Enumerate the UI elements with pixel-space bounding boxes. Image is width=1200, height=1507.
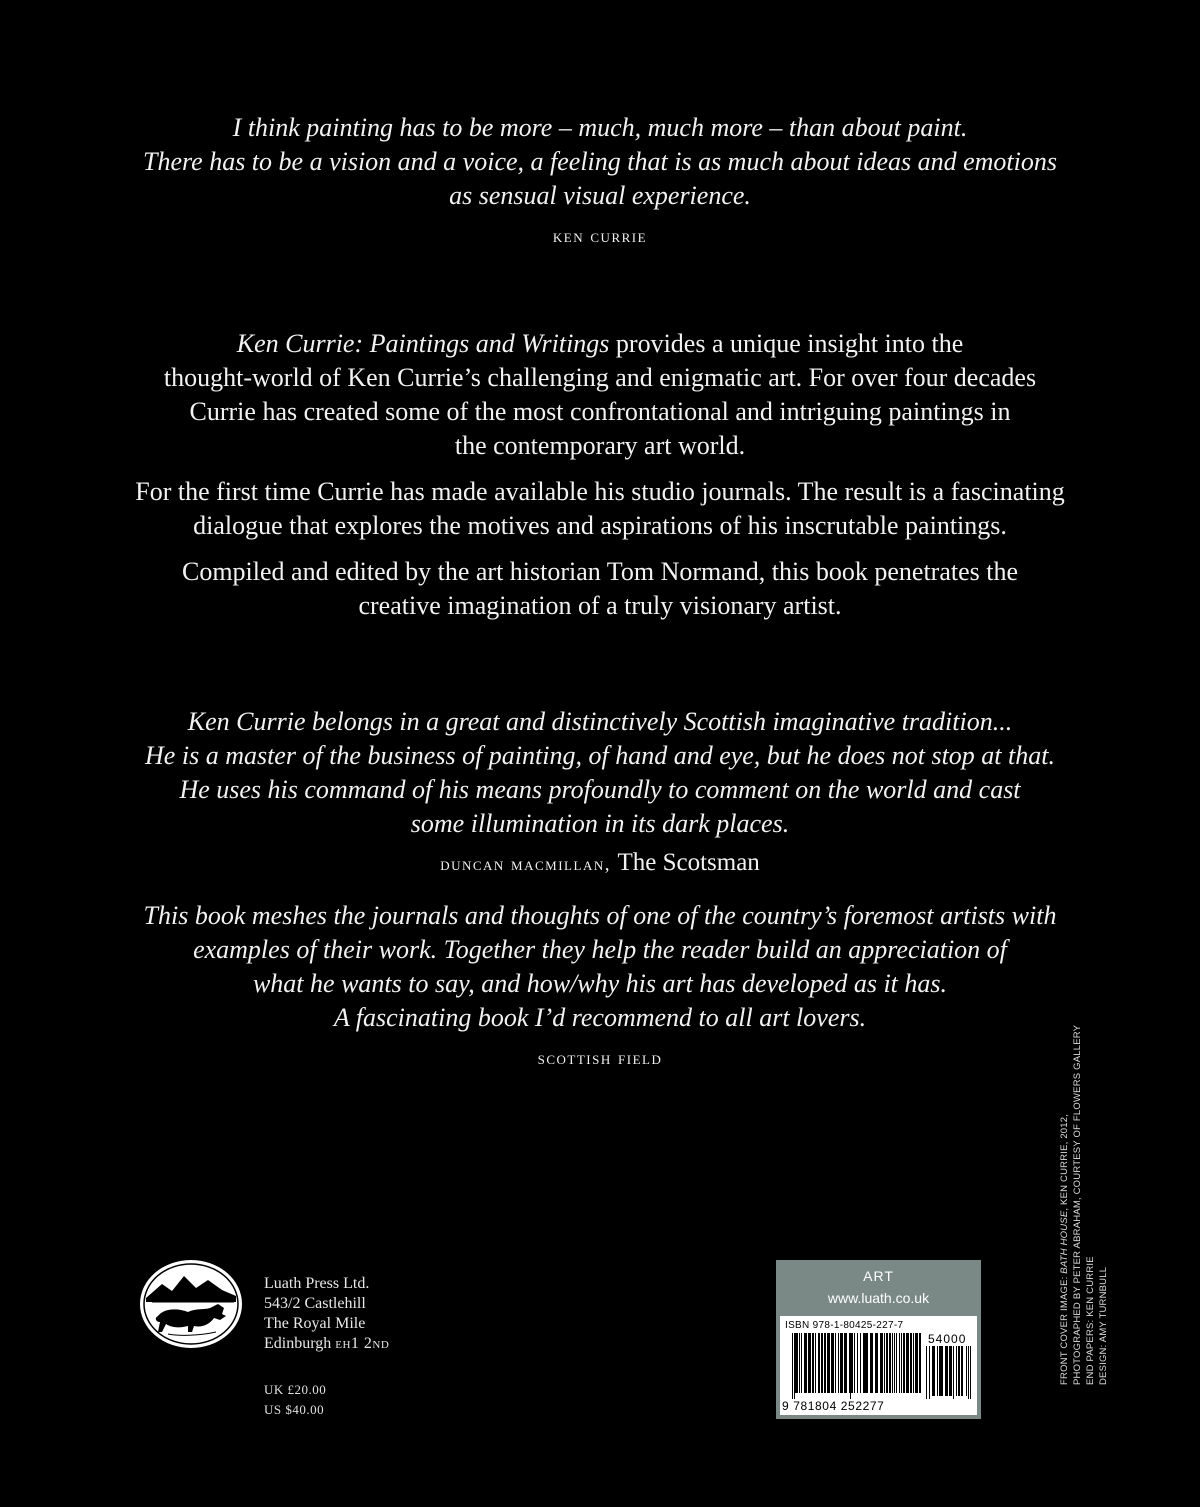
barcode-bar [870, 1333, 873, 1393]
description-text: provides a unique insight into the [609, 329, 964, 358]
barcode-bar [818, 1333, 820, 1393]
price-barcode-icon [926, 1346, 972, 1399]
barcode-bar [968, 1346, 969, 1399]
price-list [264, 1380, 326, 1420]
barcode-bar [840, 1333, 841, 1393]
barcode-bar [970, 1346, 971, 1399]
barcode-bar [932, 1346, 935, 1396]
barcode-bar [889, 1333, 891, 1393]
barcode-bar [808, 1333, 811, 1393]
book-description [0, 327, 1200, 635]
barcode-bar [835, 1333, 836, 1393]
barcode-bar [956, 1346, 957, 1396]
description-line: creative imagination of a truly visionary artist. [358, 591, 842, 620]
barcode-bar [804, 1333, 807, 1393]
barcode-bar [821, 1333, 823, 1393]
barcode-bar [961, 1346, 963, 1396]
barcode-bar [875, 1333, 878, 1393]
book-title: Ken Currie: Paintings and Writings [236, 329, 610, 358]
quote-attribution [0, 847, 1200, 880]
quote-line: A fascinating book I’d recommend to all art lovers. [333, 1003, 867, 1032]
description-line: thought-world of Ken Currie’s challenging and enigmatic art. For over four decades [163, 363, 1037, 392]
barcode-bar [896, 1333, 897, 1393]
quote-line: as sensual visual experience. [449, 181, 751, 210]
attribution-name: duncan macmillan, [440, 854, 611, 875]
barcode-bar [849, 1333, 850, 1393]
barcode-bar [901, 1333, 902, 1393]
credit-line: END PAPERS: KEN CURRIE [1085, 1256, 1096, 1385]
isbn-number: ISBN 978-1-80425-227-7 [785, 1320, 904, 1331]
barcode-bar [894, 1333, 895, 1393]
publisher-info [138, 1258, 438, 1458]
barcode-bar [945, 1346, 948, 1396]
quote-line: He uses his command of his means profoundly to comment on the world and cast [179, 775, 1021, 804]
barcode-bar [884, 1333, 885, 1393]
quote-line: There has to be a vision and a voice, a feeling that is as much about ideas and emotions [143, 147, 1057, 176]
city: Edinburgh [264, 1335, 336, 1352]
opening-quote [0, 111, 1200, 252]
ean-digits: 9 781804 252277 [782, 1399, 885, 1413]
credit-line: DESIGN: AMY TURNBULL [1098, 1266, 1109, 1385]
barcode-bar [937, 1346, 938, 1396]
barcode-bar [863, 1333, 864, 1393]
barcode-bar [844, 1333, 847, 1393]
quote-line: He is a master of the business of painting, of hand and eye, but he does not stop at that. [145, 741, 1055, 770]
quote-line: This book meshes the journals and thoughts of one of the country’s foremost artists with [143, 901, 1057, 930]
description-line: Compiled and edited by the art historian Tom Normand, this book penetrates the [181, 557, 1019, 586]
description-line: For the first time Currie has made available his studio journals. The result is a fascinating [135, 477, 1065, 506]
review-quote-scottish-field [0, 899, 1200, 1074]
book-category: ART [863, 1268, 894, 1284]
barcode-bar [854, 1333, 855, 1393]
barcode-bar [841, 1333, 842, 1393]
barcode-bar [860, 1333, 861, 1393]
barcode-bar [850, 1333, 851, 1399]
luath-dog-logo-icon [138, 1258, 244, 1350]
barcode-bar [953, 1346, 954, 1399]
credit-line [1058, 965, 1071, 1385]
quote-line: some illumination in its dark places. [410, 809, 790, 838]
description-paragraph-1 [0, 327, 1200, 463]
barcode-bar [795, 1333, 796, 1393]
barcode-panel [776, 1260, 981, 1419]
publisher-url: www.luath.co.uk [827, 1290, 930, 1306]
credit-line: PHOTOGRAPHED BY PETER ABRAHAM, COURTESY OF FLOWERS GALLERY [1072, 1024, 1083, 1385]
publisher-name: Luath Press Ltd. [264, 1275, 370, 1292]
barcode-bar [910, 1333, 912, 1393]
barcode-bar [865, 1333, 868, 1393]
barcode-bar [915, 1333, 918, 1393]
barcode-bar [792, 1333, 793, 1399]
attribution-source: The Scotsman [617, 849, 760, 876]
address-line: 543/2 Castlehill [264, 1295, 366, 1312]
barcode-bar [942, 1346, 943, 1396]
barcode-bar [799, 1333, 800, 1393]
barcode-bar [949, 1346, 952, 1396]
description-line: dialogue that explores the motives and aspirations of his inscrutable paintings. [193, 511, 1007, 540]
barcode-bar [899, 1333, 900, 1393]
barcode-bar [796, 1333, 798, 1393]
barcode-bar [864, 1333, 865, 1393]
quote-attribution [0, 219, 1200, 252]
description-line [0, 327, 1200, 361]
credit-prefix: FRONT COVER IMAGE: [1059, 1273, 1070, 1385]
quote-attribution [0, 1041, 1200, 1074]
attribution-name: scottish field [537, 1048, 663, 1069]
barcode-bar [958, 1346, 960, 1396]
description-paragraph-3 [0, 555, 1200, 623]
barcode-bar [903, 1333, 905, 1393]
barcode-bar [827, 1333, 830, 1393]
barcode-bar [929, 1346, 930, 1399]
publisher-address [264, 1274, 389, 1354]
credit-suffix: , KEN CURRIE, 2012, [1059, 1113, 1070, 1211]
cover-image-title: BATH HOUSE [1059, 1210, 1070, 1274]
barcode-bar [842, 1333, 843, 1393]
quote-line: I think painting has to be more – much, much more – than about paint. [232, 113, 968, 142]
barcode-bar [880, 1333, 883, 1393]
barcode-bar [831, 1333, 834, 1393]
description-paragraph-2 [0, 475, 1200, 543]
address-line: The Royal Mile [264, 1315, 366, 1332]
description-line: Currie has created some of the most confrontational and intriguing paintings in [189, 397, 1011, 426]
barcode-bar [919, 1333, 921, 1393]
barcode-bar [886, 1333, 888, 1393]
barcode-bar [824, 1333, 826, 1393]
barcode-bar [857, 1333, 858, 1393]
price-code: 54000 [928, 1332, 967, 1346]
address-city [264, 1334, 389, 1354]
ean-barcode-icon [792, 1333, 922, 1399]
barcode-bar [939, 1346, 942, 1396]
barcode-bar [851, 1333, 853, 1393]
barcode-bar [815, 1333, 816, 1393]
cover-credits [1058, 965, 1122, 1385]
barcode-bar [801, 1333, 802, 1393]
barcode-bar [892, 1333, 893, 1393]
barcode-label [780, 1316, 977, 1415]
review-quote-scotsman [0, 705, 1200, 880]
description-line: the contemporary art world. [454, 431, 746, 460]
barcode-bar [926, 1346, 927, 1399]
postcode: eh1 2nd [335, 1335, 390, 1352]
attribution-name: ken currie [552, 226, 648, 247]
quote-line: what he wants to say, and how/why his art has developed as it has. [252, 969, 948, 998]
quote-line: examples of their work. Together they help the reader build an appreciation of [193, 935, 1007, 964]
quote-line: Ken Currie belongs in a great and distinctively Scottish imaginative tradition... [187, 707, 1013, 736]
price-us: US $40.00 [264, 1402, 325, 1417]
barcode-bar [812, 1333, 814, 1393]
barcode-bar [794, 1333, 795, 1399]
barcode-bar [838, 1333, 839, 1393]
price-uk: UK £20.00 [264, 1382, 327, 1397]
barcode-bar [966, 1346, 967, 1396]
barcode-bar [906, 1333, 909, 1393]
barcode-bar [913, 1333, 914, 1393]
